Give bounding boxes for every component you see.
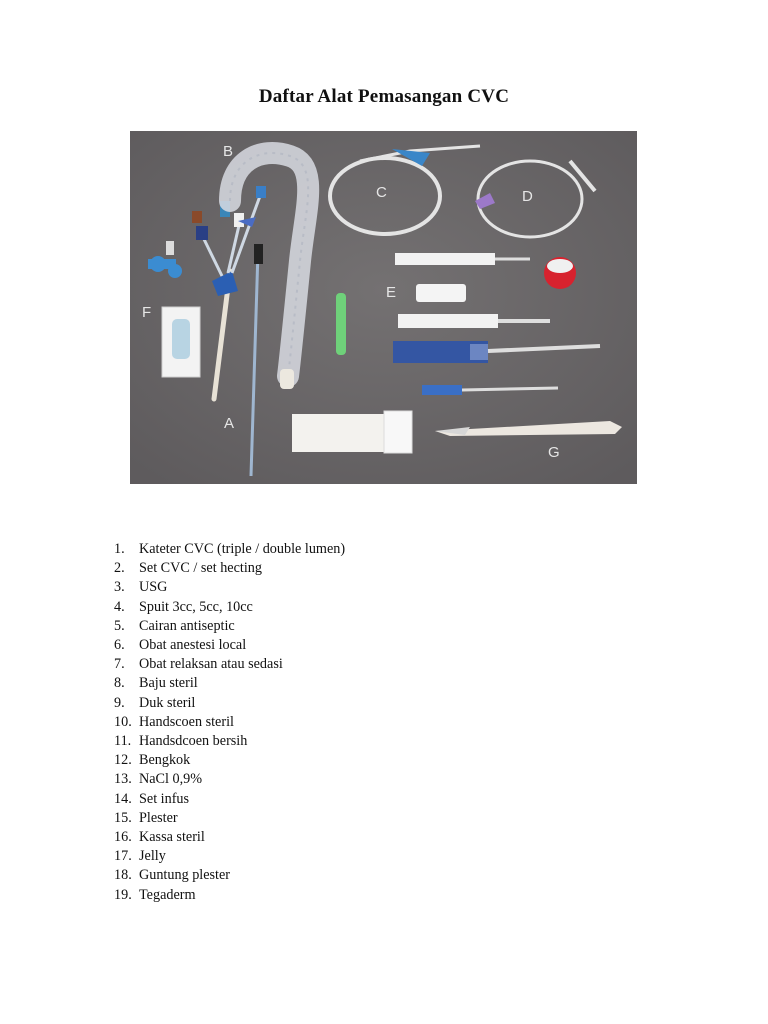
list-item <box>114 713 345 732</box>
list-item-text: Set infus <box>139 790 190 807</box>
list-item-number: 3. <box>114 579 125 596</box>
panel-label-a: A <box>224 415 235 432</box>
list-item <box>114 674 345 693</box>
document-title: Daftar Alat Pemasangan CVC <box>258 86 510 107</box>
list-item-number: 2. <box>114 560 125 577</box>
list-item <box>114 866 345 885</box>
list-item-number: 15. <box>114 809 132 826</box>
list-item-number: 18. <box>114 867 132 884</box>
list-item-text: Kateter CVC (triple / double lumen) <box>139 541 346 557</box>
list-item-number: 5. <box>114 617 125 634</box>
list-item <box>114 559 345 578</box>
list-item-text: Tegaderm <box>139 886 196 903</box>
list-item <box>114 732 345 751</box>
list-item-text: Obat anestesi local <box>139 637 247 654</box>
list-item-number: 12. <box>114 752 132 769</box>
list-item-text: Duk steril <box>139 694 196 711</box>
list-item-number: 13. <box>114 771 132 788</box>
list-item <box>114 770 345 789</box>
list-item <box>114 636 345 655</box>
panel-label-e: E <box>386 284 397 301</box>
list-item-number: 8. <box>114 675 125 692</box>
list-item-text: Kassa steril <box>139 829 205 846</box>
list-item-number: 17. <box>114 848 132 865</box>
list-item <box>114 617 345 636</box>
list-item <box>114 751 345 770</box>
list-item <box>114 598 345 617</box>
equipment-list <box>114 540 345 905</box>
list-item-number: 19. <box>114 886 132 903</box>
list-item-text: Plester <box>139 809 178 826</box>
list-item-text: Spuit 3cc, 5cc, 10cc <box>139 598 253 615</box>
list-item <box>114 655 345 674</box>
list-item <box>114 886 345 905</box>
list-item <box>114 828 345 847</box>
list-item-number: 7. <box>114 656 125 673</box>
list-item-text: USG <box>139 579 168 596</box>
list-item-text: Handscoen steril <box>139 713 234 730</box>
list-item-number: 10. <box>114 713 132 730</box>
list-item <box>114 694 345 713</box>
list-item-number: 1. <box>114 541 125 557</box>
list-item-text: NaCl 0,9% <box>139 771 203 788</box>
list-item-number: 14. <box>114 790 132 807</box>
list-item-text: Bengkok <box>139 752 191 769</box>
list-item-text: Guntung plester <box>139 867 231 884</box>
cvc-equipment-photo <box>130 131 637 484</box>
list-item <box>114 540 345 559</box>
list-item <box>114 847 345 866</box>
list-item-number: 6. <box>114 637 125 654</box>
list-item-number: 16. <box>114 829 132 846</box>
list-item <box>114 790 345 809</box>
list-item-text: Set CVC / set hecting <box>139 560 262 577</box>
panel-label-f: F <box>142 304 152 321</box>
list-item-text: Cairan antiseptic <box>139 617 235 634</box>
panel-label-g: G <box>548 444 560 461</box>
list-item <box>114 809 345 828</box>
list-item-number: 4. <box>114 598 125 615</box>
list-item-number: 11. <box>114 733 132 750</box>
panel-label-c: C <box>376 184 387 201</box>
list-item-text: Obat relaksan atau sedasi <box>139 656 283 673</box>
list-item <box>114 578 345 597</box>
panel-label-d: D <box>522 188 533 205</box>
list-item-text: Baju steril <box>139 675 198 692</box>
list-item-text: Handsdcoen bersih <box>139 733 248 750</box>
list-item-text: Jelly <box>139 848 166 865</box>
list-item-number: 9. <box>114 694 125 711</box>
panel-label-b: B <box>223 143 234 160</box>
